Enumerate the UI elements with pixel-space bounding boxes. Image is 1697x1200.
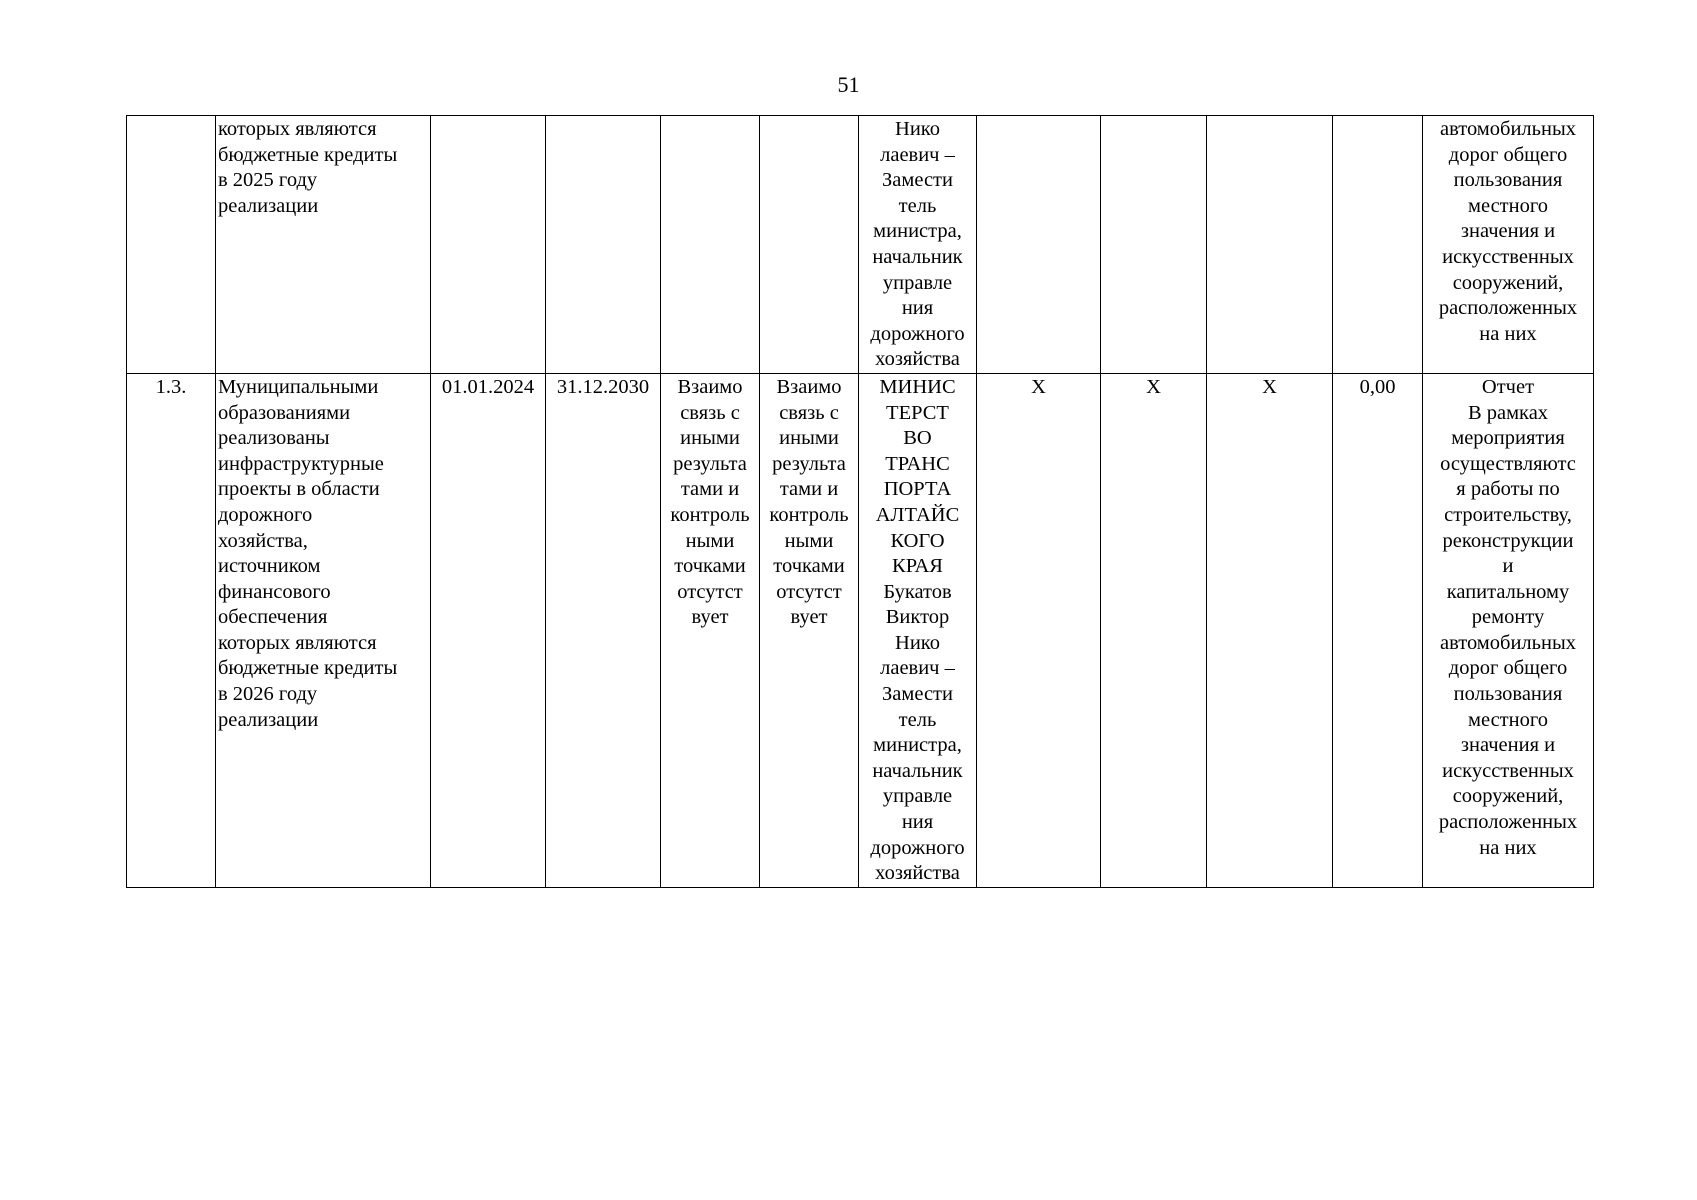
amount-cell: 0,00: [1333, 373, 1423, 887]
mark-cell-1: [977, 116, 1101, 374]
responsible-cell: Нико лаевич – Замести тель министра, начальник управле ния дорожного хозяйства: [859, 116, 977, 374]
result-description-cell: автомобильных дорог общего пользования местного значения и искусственных сооружений, расположенных на них: [1423, 116, 1594, 374]
amount-cell: [1333, 116, 1423, 374]
link-cell-1: [661, 116, 760, 374]
result-name-cell: Муниципальными образованиями реализованы инфраструктурные проекты в области дорожного хозяйства, источником финансового обеспечения которых являются бюджетные кредиты в 2026 году реализации: [216, 373, 431, 887]
responsible-cell: МИНИС ТЕРСТ ВО ТРАНС ПОРТА АЛТАЙС КОГО КРАЯ Букатов Виктор Нико лаевич – Замести тель министра, начальник управле ния дорожного хозяйства: [859, 373, 977, 887]
link-cell-2: [760, 116, 859, 374]
link-cell-2: Взаимо связь с иными результа тами и контроль ными точками отсутст вует: [760, 373, 859, 887]
end-date-cell: [546, 116, 661, 374]
mark-cell-2: Х: [1101, 373, 1207, 887]
table-row: [127, 116, 1594, 374]
mark-cell-3: [1207, 116, 1333, 374]
link-cell-1: Взаимо связь с иными результа тами и контроль ными точками отсутст вует: [661, 373, 760, 887]
result-description-cell: Отчет В рамках мероприятия осуществляютс я работы по строительству, реконструкции и капитальному ремонту автомобильных дорог общего пользования местного значения и искусственных сооружений, расположенных на них: [1423, 373, 1594, 887]
start-date-cell: 01.01.2024: [431, 373, 546, 887]
page-number: 51: [837, 72, 860, 97]
mark-cell-1: Х: [977, 373, 1101, 887]
result-name-cell: которых являются бюджетные кредиты в 2025 году реализации: [216, 116, 431, 374]
mark-cell-2: [1101, 116, 1207, 374]
measures-table: [126, 115, 1594, 888]
start-date-cell: [431, 116, 546, 374]
row-number-cell: 1.3.: [127, 373, 216, 887]
mark-cell-3: Х: [1207, 373, 1333, 887]
end-date-cell: 31.12.2030: [546, 373, 661, 887]
row-number-cell: [127, 116, 216, 374]
table-row: [127, 373, 1594, 887]
